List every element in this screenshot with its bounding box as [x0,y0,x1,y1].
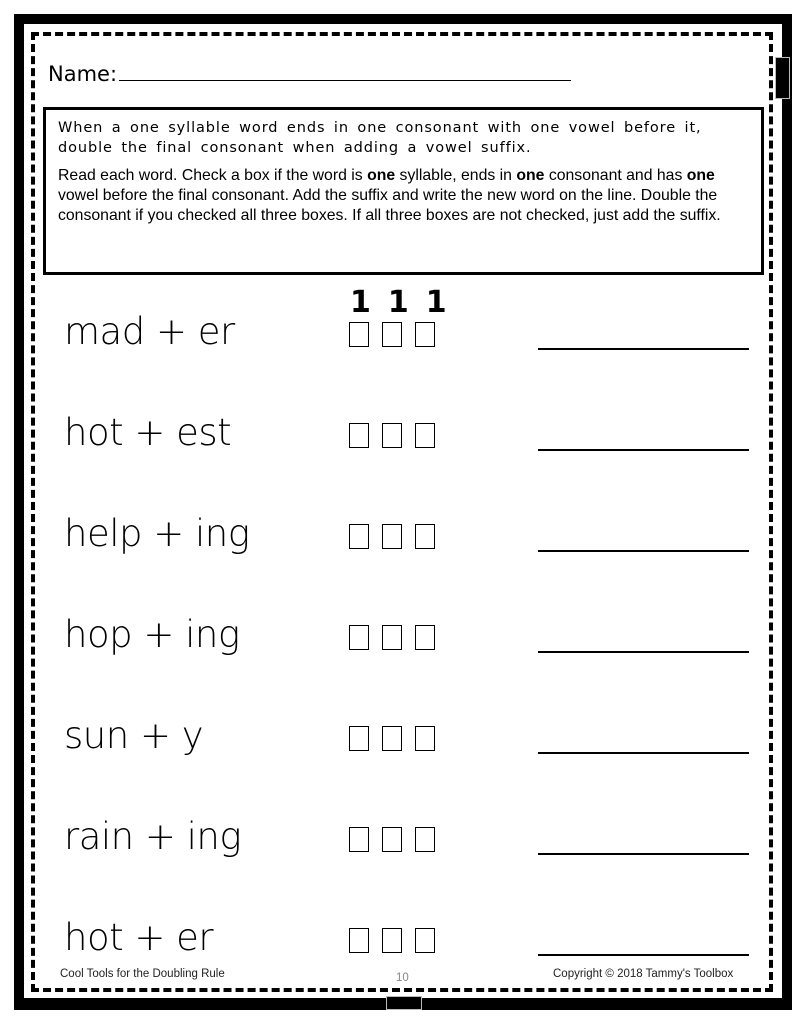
checkbox[interactable] [349,625,369,650]
rule-statement: When a one syllable word ends in one consonant with one vowel before it, double the final consonant when adding a vowel suffix. [58,120,702,156]
checkbox[interactable] [415,827,435,852]
instr-part: vowel before the final consonant. Add the suffix and write the new word on the line. Double the consonant if you checked all three boxes. If all three boxes are not checked, just add the suffix. [58,187,721,224]
exercise-row [64,815,754,875]
exercise-row [64,411,754,471]
checkbox[interactable] [382,322,402,347]
bottom-tab-marker [386,996,422,1010]
side-tab-marker [775,57,790,99]
checkbox[interactable] [382,423,402,448]
footer-title: Cool Tools for the Doubling Rule [60,968,225,980]
checkbox[interactable] [382,524,402,549]
checkbox[interactable] [415,423,435,448]
answer-line[interactable] [538,752,749,754]
word-prompt: hot + est [64,411,232,454]
instr-part: syllable, ends in [395,167,517,184]
word-prompt: hot + er [64,916,214,959]
instructions [58,166,751,226]
checkbox[interactable] [349,726,369,751]
checkbox[interactable] [415,524,435,549]
exercise-row [64,613,754,673]
checkbox-group [349,524,435,549]
word-prompt: help + ing [64,512,250,555]
instr-part: consonant and has [544,167,687,184]
checkbox[interactable] [349,423,369,448]
answer-line[interactable] [538,954,749,956]
word-prompt: hop + ing [64,613,240,656]
word-prompt: sun + y [64,714,204,757]
checkbox[interactable] [382,625,402,650]
column-header-syllable: 1 [350,285,371,320]
name-input-line[interactable] [119,80,571,81]
rule-box [43,107,764,275]
answer-line[interactable] [538,550,749,552]
checkbox[interactable] [415,928,435,953]
instr-bold: one [516,167,545,184]
checkbox[interactable] [349,524,369,549]
checkbox[interactable] [382,726,402,751]
checkbox[interactable] [415,625,435,650]
checkbox-group [349,928,435,953]
checkbox[interactable] [349,827,369,852]
column-header-vowel: 1 [425,285,447,320]
instr-bold: one [367,167,396,184]
exercise-row [64,714,754,774]
column-header-consonant: 1 [387,285,409,320]
checkbox-group [349,827,435,852]
page-number: 10 [396,972,409,984]
checkbox[interactable] [415,726,435,751]
instr-bold: one [686,167,715,184]
exercise-row [64,310,754,370]
checkbox[interactable] [382,827,402,852]
word-prompt: rain + ing [64,815,242,858]
name-field [48,62,571,86]
answer-line[interactable] [538,348,749,350]
exercise-row [64,916,754,976]
checkbox[interactable] [349,928,369,953]
answer-line[interactable] [538,651,749,653]
instr-part: Read each word. Check a box if the word is [58,167,368,184]
checkbox-group [349,726,435,751]
answer-line[interactable] [538,449,749,451]
word-prompt: mad + er [64,310,235,353]
checkbox[interactable] [415,322,435,347]
checkbox[interactable] [382,928,402,953]
checkbox-group [349,322,435,347]
checkbox[interactable] [349,322,369,347]
name-label: Name: [48,62,118,86]
answer-line[interactable] [538,853,749,855]
checkbox-group [349,423,435,448]
exercise-row [64,512,754,572]
footer-copyright: Copyright © 2018 Tammy's Toolbox [553,968,734,980]
checkbox-group [349,625,435,650]
